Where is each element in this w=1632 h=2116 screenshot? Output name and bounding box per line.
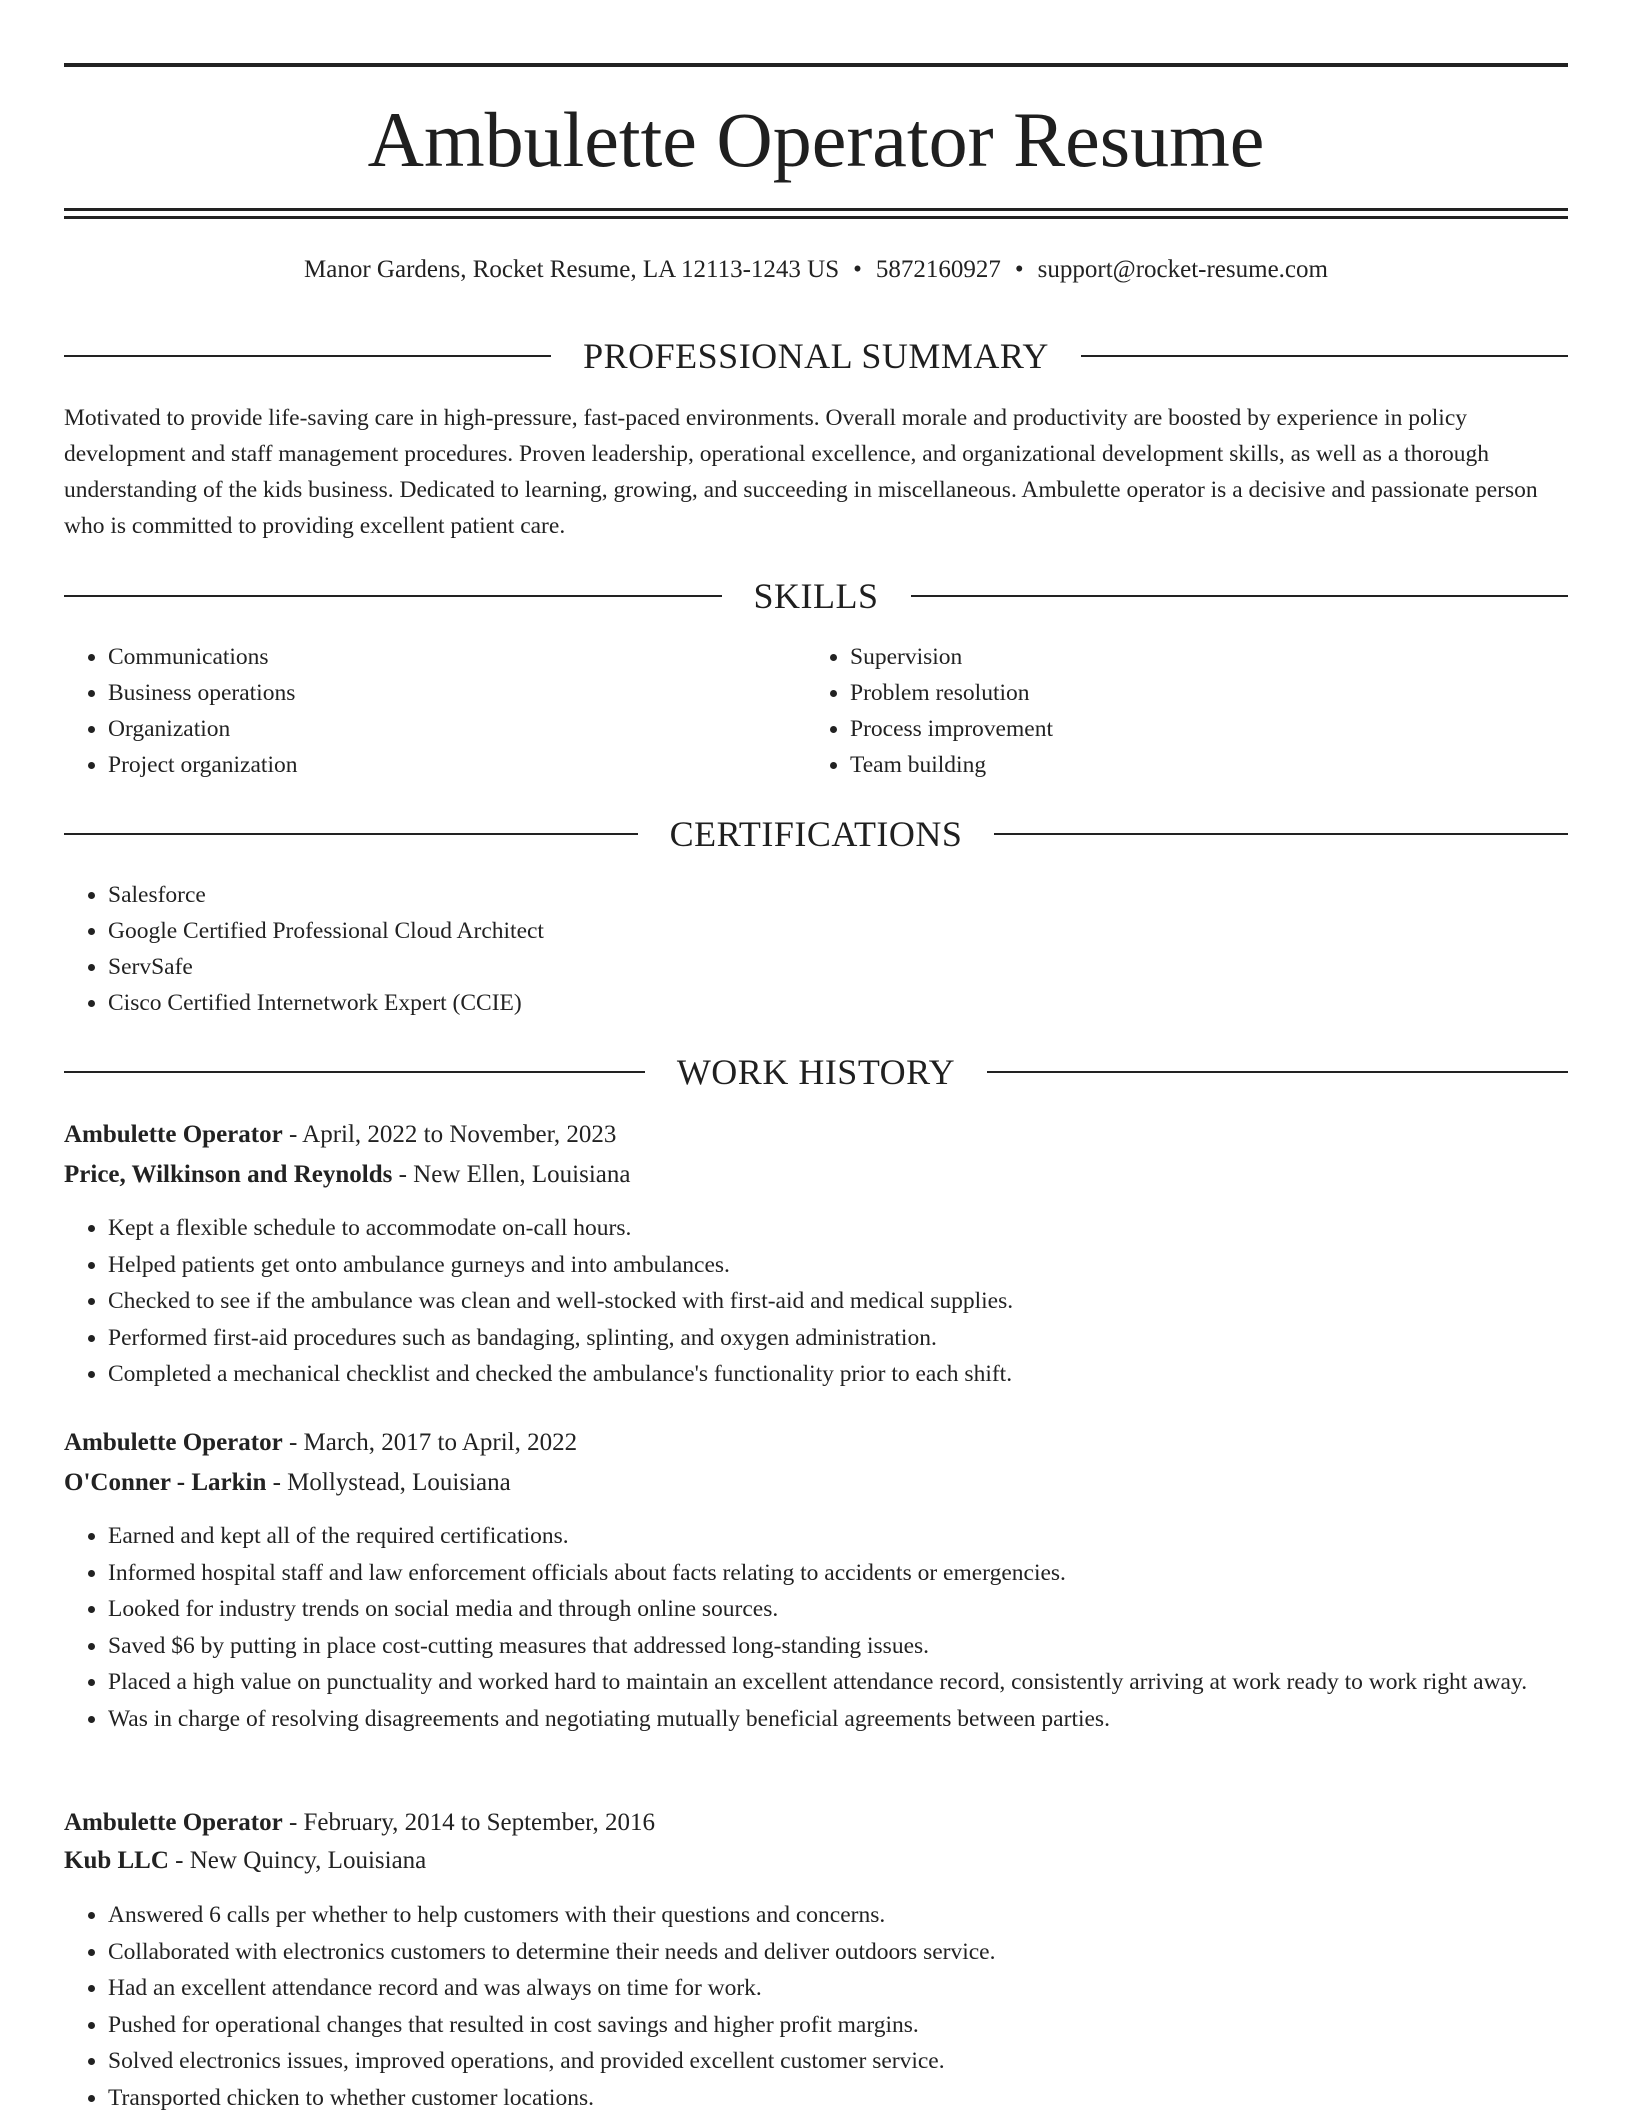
duty-item: • Placed a high value on punctuality and worked hard to maintain an excellent attendance record, consistently arriving at work ready to work right away.	[108, 1664, 1568, 1701]
job-role-line: Ambulette Operator - March, 2017 to April, 2022	[64, 1423, 1568, 1463]
top-rule	[64, 63, 1568, 67]
job-company-line: Kub LLC - New Quincy, Louisiana	[64, 1841, 1568, 1881]
duty-item: • Pushed for operational changes that resulted in cost savings and higher profit margins.	[108, 2007, 1568, 2044]
heading-rule	[1081, 355, 1568, 357]
skills-title: SKILLS	[722, 574, 911, 618]
contact-line	[64, 252, 1568, 288]
duty-item: • Kept a flexible schedule to accommodate on-call hours.	[108, 1210, 1568, 1247]
job-company: Kub LLC	[64, 1847, 169, 1874]
certifications-title: CERTIFICATIONS	[638, 812, 995, 856]
summary-title: PROFESSIONAL SUMMARY	[551, 334, 1081, 378]
duty-item: • Answered 6 calls per whether to help customers with their questions and concerns.	[108, 1897, 1568, 1934]
work-heading	[64, 1050, 1568, 1094]
job-company: O'Conner - Larkin	[64, 1469, 266, 1496]
job-dates: March, 2017 to April, 2022	[304, 1429, 578, 1456]
job-role-line: Ambulette Operator - February, 2014 to September, 2016	[64, 1803, 1568, 1843]
contact-separator: •	[1015, 256, 1024, 283]
contact-address: Manor Gardens, Rocket Resume, LA 12113-1243 US	[304, 256, 839, 283]
resume-title: Ambulette Operator Resume	[64, 92, 1568, 188]
double-rule	[64, 208, 1568, 219]
skills-heading	[64, 574, 1568, 618]
summary-text: Motivated to provide life-saving care in high-pressure, fast-paced environments. Overall morale and productivity are boosted by experience in policy development and staff management procedures. Proven leadership, operational excellence, and organizational development skills, as well as a thorough understanding of the kids business. Dedicated to learning, growing, and succeeding in miscellaneous. Ambulette operator is a decisive and passionate person who is committed to providing excellent patient care.	[64, 400, 1568, 544]
job-duties	[64, 1518, 1568, 1737]
duty-item: • Transported chicken to whether customer locations.	[108, 2080, 1568, 2116]
certification-item: • Google Certified Professional Cloud Architect	[108, 913, 544, 949]
skills-list-right	[806, 639, 1053, 783]
skill-item: • Business operations	[108, 675, 297, 711]
job-role-line: Ambulette Operator - April, 2022 to November, 2023	[64, 1115, 1568, 1155]
skill-item: • Problem resolution	[850, 675, 1053, 711]
contact-email: support@rocket-resume.com	[1038, 256, 1328, 283]
job-role: Ambulette Operator	[64, 1121, 283, 1148]
skill-item: • Project organization	[108, 747, 297, 783]
job-location: Mollystead, Louisiana	[287, 1469, 511, 1496]
skills-list-left	[64, 639, 297, 783]
job-duties	[64, 1210, 1568, 1393]
heading-rule	[64, 833, 638, 835]
job-location: New Quincy, Louisiana	[190, 1847, 427, 1874]
heading-rule	[994, 833, 1568, 835]
heading-rule	[64, 1071, 645, 1073]
certification-item: • Salesforce	[108, 877, 544, 913]
job-duties	[64, 1897, 1568, 2116]
skill-item: • Team building	[850, 747, 1053, 783]
skill-item: • Supervision	[850, 639, 1053, 675]
duty-item: • Was in charge of resolving disagreements and negotiating mutually beneficial agreements between parties.	[108, 1701, 1568, 1738]
skill-item: • Communications	[108, 639, 297, 675]
duty-item: • Earned and kept all of the required certifications.	[108, 1518, 1568, 1555]
certification-item: • ServSafe	[108, 949, 544, 985]
duty-item: • Had an excellent attendance record and was always on time for work.	[108, 1970, 1568, 2007]
certification-item: • Cisco Certified Internetwork Expert (CCIE)	[108, 985, 544, 1021]
certifications-heading	[64, 812, 1568, 856]
duty-item: • Checked to see if the ambulance was clean and well-stocked with first-aid and medical supplies.	[108, 1283, 1568, 1320]
contact-separator: •	[853, 256, 862, 283]
job-location: New Ellen, Louisiana	[413, 1161, 630, 1188]
skill-item: • Organization	[108, 711, 297, 747]
job-dates: April, 2022 to November, 2023	[302, 1121, 616, 1148]
heading-rule	[64, 595, 722, 597]
contact-phone: 5872160927	[876, 256, 1001, 283]
duty-item: • Collaborated with electronics customers to determine their needs and deliver outdoors service.	[108, 1934, 1568, 1971]
skill-item: • Process improvement	[850, 711, 1053, 747]
heading-rule	[64, 355, 551, 357]
duty-item: • Solved electronics issues, improved operations, and provided excellent customer service.	[108, 2043, 1568, 2080]
job-company-line: O'Conner - Larkin - Mollystead, Louisiana	[64, 1463, 1568, 1503]
job-company: Price, Wilkinson and Reynolds	[64, 1161, 392, 1188]
duty-item: • Looked for industry trends on social media and through online sources.	[108, 1591, 1568, 1628]
heading-rule	[987, 1071, 1568, 1073]
heading-rule	[911, 595, 1569, 597]
job-dates: February, 2014 to September, 2016	[304, 1809, 655, 1836]
duty-item: • Helped patients get onto ambulance gurneys and into ambulances.	[108, 1247, 1568, 1284]
duty-item: • Performed first-aid procedures such as bandaging, splinting, and oxygen administration.	[108, 1320, 1568, 1357]
duty-item: • Saved $6 by putting in place cost-cutting measures that addressed long-standing issues.	[108, 1628, 1568, 1665]
duty-item: • Informed hospital staff and law enforcement officials about facts relating to accidents or emergencies.	[108, 1555, 1568, 1592]
summary-heading	[64, 334, 1568, 378]
duty-item: • Completed a mechanical checklist and checked the ambulance's functionality prior to each shift.	[108, 1356, 1568, 1393]
job-role: Ambulette Operator	[64, 1429, 283, 1456]
work-title: WORK HISTORY	[645, 1050, 987, 1094]
job-role: Ambulette Operator	[64, 1809, 283, 1836]
certifications-list	[64, 877, 544, 1021]
job-company-line: Price, Wilkinson and Reynolds - New Ellen, Louisiana	[64, 1155, 1568, 1195]
